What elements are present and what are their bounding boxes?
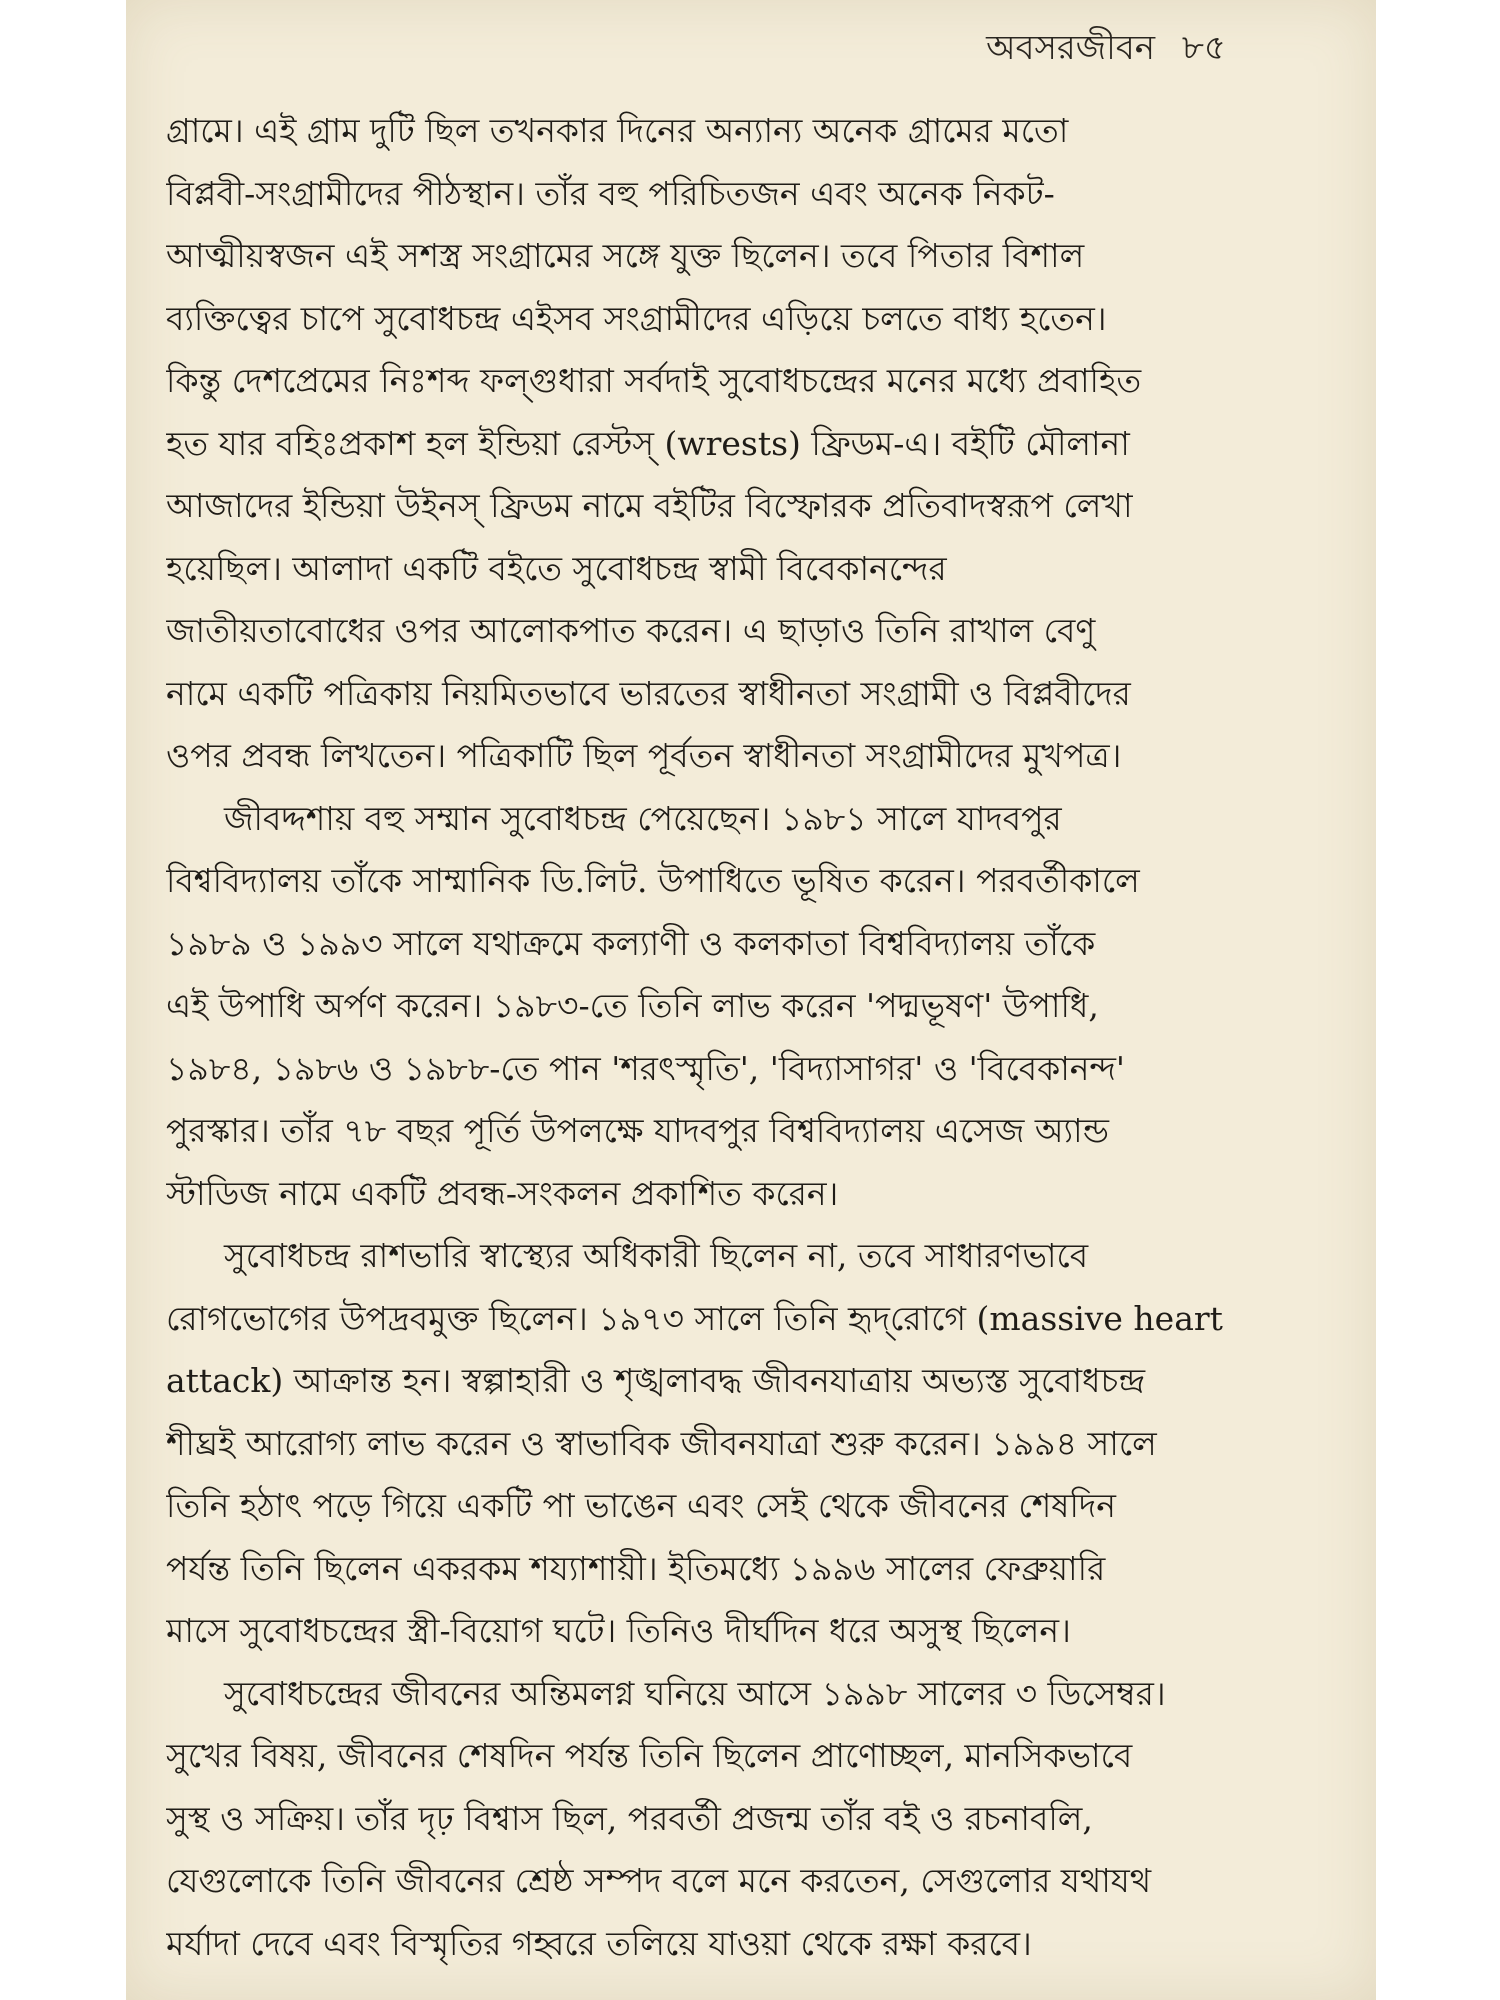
text-line: মাসে সুবোধচন্দ্রের স্ত্রী-বিয়োগ ঘটে। তিনিও দীর্ঘদিন ধরে অসুস্থ ছিলেন।	[166, 1611, 1071, 1650]
text-line: তিনি হঠাৎ পড়ে গিয়ে একটি পা ভাঙেন এবং সেই থেকে জীবনের শেষদিন	[166, 1486, 1116, 1525]
text-line: রোগভোগের উপদ্রবমুক্ত ছিলেন। ১৯৭৩ সালে তিনি হৃদ্‌রোগে (massive heart	[166, 1298, 1223, 1338]
text-line: হয়েছিল। আলাদা একটি বইতে সুবোধচন্দ্র স্বামী বিবেকানন্দের	[166, 548, 947, 588]
text-line: পর্যন্ত তিনি ছিলেন একরকম শয্যাশায়ী। ইতিমধ্যে ১৯৯৬ সালের ফেব্রুয়ারি	[166, 1548, 1106, 1588]
running-header	[970, 22, 1226, 79]
text-line: শীঘ্রই আরোগ্য লাভ করেন ও স্বাভাবিক জীবনযাত্রা শুরু করেন। ১৯৯৪ সালে	[166, 1423, 1157, 1463]
text-line: নামে একটি পত্রিকায় নিয়মিতভাবে ভারতের স্বাধীনতা সংগ্রামী ও বিপ্লবীদের	[166, 673, 1131, 713]
text-line: বিপ্লবী-সংগ্রামীদের পীঠস্থান। তাঁর বহু পরিচিতজন এবং অনেক নিকট-	[166, 173, 1055, 213]
text-line: কিন্তু দেশপ্রেমের নিঃশব্দ ফল্গুধারা সর্বদাই সুবোধচন্দ্রের মনের মধ্যে প্রবাহিত	[166, 361, 1142, 400]
text-line: ১৯৮৯ ও ১৯৯৩ সালে যথাক্রমে কল্যাণী ও কলকাতা বিশ্ববিদ্যালয় তাঁকে	[166, 923, 1096, 963]
text-line: ১৯৮৪, ১৯৮৬ ও ১৯৮৮-তে পান 'শরৎস্মৃতি', 'বিদ্যাসাগর' ও 'বিবেকানন্দ'	[166, 1048, 1126, 1088]
text-line: সুস্থ ও সক্রিয়। তাঁর দৃঢ় বিশ্বাস ছিল, পরবর্তী প্রজন্ম তাঁর বই ও রচনাবলি,	[166, 1798, 1093, 1838]
text-line: ব্যক্তিত্বের চাপে সুবোধচন্দ্র এইসব সংগ্রামীদের এড়িয়ে চলতে বাধ্য হতেন।	[166, 298, 1107, 338]
header-title: অবসরজীবন	[986, 28, 1156, 68]
body-text	[166, 100, 1336, 1975]
paragraph-start-line: সুবোধচন্দ্রের জীবনের অন্তিমলগ্ন ঘনিয়ে আসে ১৯৯৮ সালের ৩ ডিসেম্বর।	[224, 1673, 1166, 1713]
text-line: আজাদের ইন্ডিয়া উইনস্ ফ্রিডম নামে বইটির বিস্ফোরক প্রতিবাদস্বরূপ লেখা	[166, 486, 1133, 525]
text-line: আত্মীয়স্বজন এই সশস্ত্র সংগ্রামের সঙ্গে যুক্ত ছিলেন। তবে পিতার বিশাল	[166, 236, 1085, 275]
text-line: জাতীয়তাবোধের ওপর আলোকপাত করেন। এ ছাড়াও তিনি রাখাল বেণু	[166, 611, 1096, 650]
text-line: স্টাডিজ নামে একটি প্রবন্ধ-সংকলন প্রকাশিত করেন।	[166, 1173, 839, 1213]
text-line: ওপর প্রবন্ধ লিখতেন। পত্রিকাটি ছিল পূর্বতন স্বাধীনতা সংগ্রামীদের মুখপত্র।	[166, 736, 1122, 775]
text-line: যেগুলোকে তিনি জীবনের শ্রেষ্ঠ সম্পদ বলে মনে করতেন, সেগুলোর যথাযথ	[166, 1861, 1152, 1900]
book-page	[126, 0, 1376, 2000]
text-line: গ্রামে। এই গ্রাম দুটি ছিল তখনকার দিনের অন্যান্য অনেক গ্রামের মতো	[166, 111, 1069, 150]
text-line: attack) আক্রান্ত হন। স্বল্পাহারী ও শৃঙ্খলাবদ্ধ জীবনযাত্রায় অভ্যস্ত সুবোধচন্দ্র	[166, 1361, 1146, 1400]
text-line: পুরস্কার। তাঁর ৭৮ বছর পূর্তি উপলক্ষে যাদবপুর বিশ্ববিদ্যালয় এসেজ অ্যান্ড	[166, 1111, 1109, 1150]
paragraph-start-line: সুবোধচন্দ্র রাশভারি স্বাস্থ্যের অধিকারী ছিলেন না, তবে সাধারণভাবে	[224, 1236, 1089, 1275]
text-line: সুখের বিষয়, জীবনের শেষদিন পর্যন্ত তিনি ছিলেন প্রাণোচ্ছল, মানসিকভাবে	[166, 1736, 1133, 1775]
text-line: হত যার বহিঃপ্রকাশ হল ইন্ডিয়া রেস্টস্ (wrests) ফ্রিডম-এ। বইটি মৌলানা	[166, 423, 1130, 463]
page-number: ৮৫	[1181, 28, 1226, 68]
text-line: এই উপাধি অর্পণ করেন। ১৯৮৩-তে তিনি লাভ করেন 'পদ্মভূষণ' উপাধি,	[166, 986, 1099, 1025]
paragraph-start-line: জীবদ্দশায় বহু সম্মান সুবোধচন্দ্র পেয়েছেন। ১৯৮১ সালে যাদবপুর	[224, 798, 1062, 838]
text-line: বিশ্ববিদ্যালয় তাঁকে সাম্মানিক ডি.লিট. উপাধিতে ভূষিত করেন। পরবর্তীকালে	[166, 861, 1140, 900]
text-line: মর্যাদা দেবে এবং বিস্মৃতির গহ্বরে তলিয়ে যাওয়া থেকে রক্ষা করবে।	[166, 1923, 1032, 1963]
